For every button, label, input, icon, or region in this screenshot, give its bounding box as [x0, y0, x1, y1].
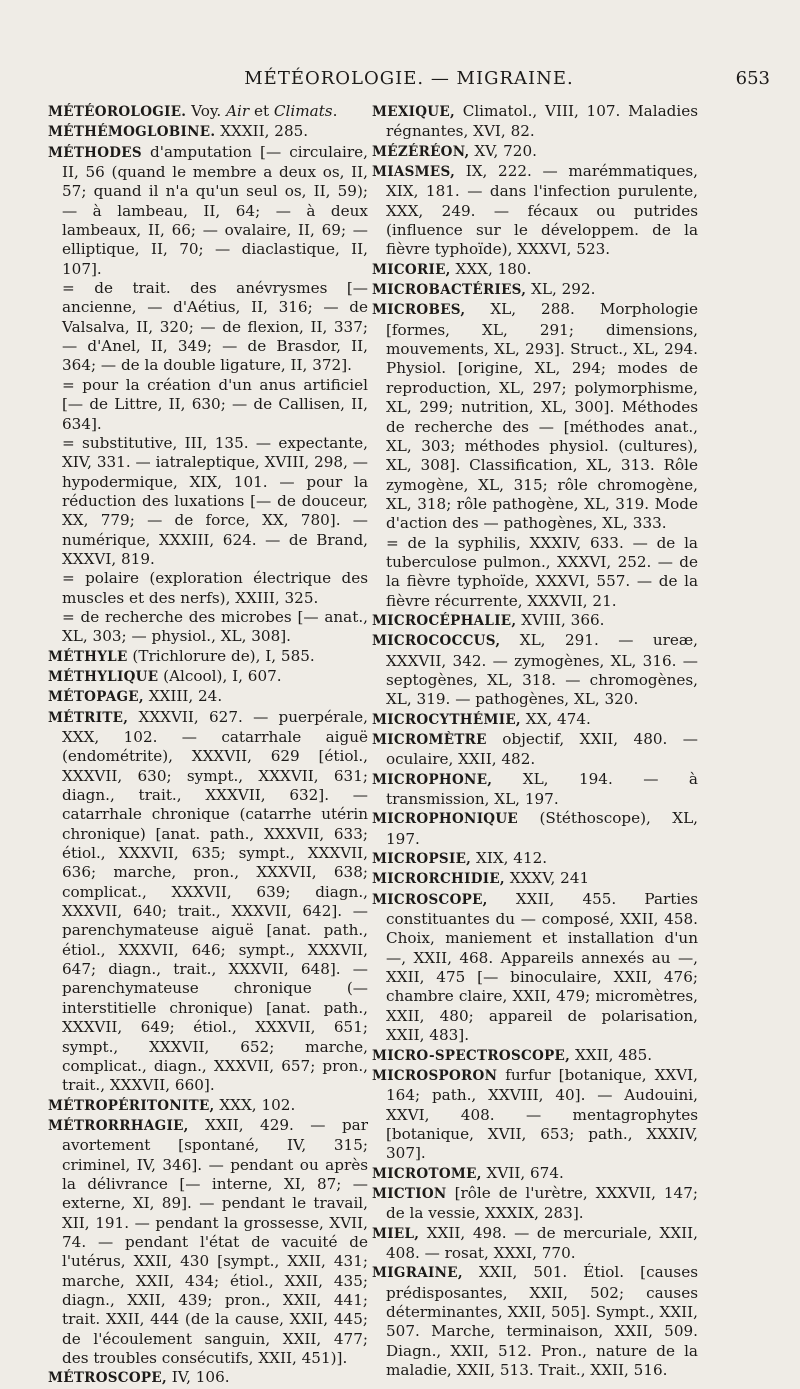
- entry-headword: MIGRAINE,: [372, 1265, 463, 1282]
- entry-headword: MÉTHYLE: [48, 648, 128, 665]
- entry-text: XXXV, 241: [504, 869, 590, 888]
- entry-text: = de la syphilis, XXXIV, 633. — de la tuberculose pulmon., XXXVI, 252. — de la fièvre typhoïde, XXXVI, 557. — de la fièvre récurrente, XXXVII, 21.: [386, 533, 698, 610]
- entry-text: = de recherche des microbes [— anat., XL, 303; — physiol., XL, 308].: [62, 607, 368, 646]
- index-entry: [48, 647, 368, 667]
- entry-headword: MÉTOPAGE,: [48, 689, 144, 706]
- index-entry: [372, 1164, 698, 1184]
- entry-text: XL, 288. Morphologie [formes, XL, 291; dimensions, mouvements, XL, 293]. Struct., XL, 294. Physiol. [origine, XL, 294; modes de reproduction, XL, 297; polymorphisme, XL, 299; nutrition, XL, 300]. Méthodes de recherche des — [méthodes anat., XL, 303; méthodes physiol. (cultures), XL, 308]. Classification, XL, 313. Rôle zymogène, XL, 315; rôle chromogène, XL, 318; rôle pathogène, XL, 319. Mode d'action des — pathogènes, XL, 333.: [386, 300, 698, 533]
- index-entry: [48, 279, 368, 376]
- entry-headword: MÉTHYLIQUE: [48, 668, 159, 685]
- entry-headword: MÉTHÉMOGLOBINE.: [48, 124, 216, 141]
- entry-headword: MICROCYTHÉMIE,: [372, 711, 521, 728]
- entry-headword: MICROTOME,: [372, 1165, 482, 1182]
- entry-text: IX, 222. — marémmatiques, XIX, 181. — dans l'infection purulente, XXX, 249. — fécaux ou putrides (influence sur le développem. de la fièvre typhoïde), XXXVI, 523.: [386, 162, 698, 259]
- entry-text: XL, 291. — ureæ, XXXVII, 342. — zymogènes, XL, 316. — septogènes, XL, 318. — chromogènes, XL, 319. — pathogènes, XL, 320.: [386, 631, 698, 709]
- entry-headword: MÉTROSCOPE,: [48, 1370, 167, 1387]
- index-entry: [372, 1263, 698, 1380]
- entry-text: d'amputation [— circulaire, II, 56 (quand le membre a deux os, II, 57; quand il n'a qu'un seul os, II, 59); — à lambeau, II, 64; — à deux lambeaux, II, 66; — ovalaire, II, 69; — elliptique, II, 70; — diaclastique, II, 107].: [62, 142, 368, 278]
- entry-headword: MÉTÉOROLOGIE.: [48, 104, 187, 120]
- index-entry: [372, 809, 698, 849]
- entry-text: furfur [botanique, XXVI, 164; path., XXVIII, 40]. — Audouini, XXVI, 408. — mentagrophytes [botanique, XVII, 653; path., XXXIV, 307].: [386, 1065, 698, 1163]
- entry-headword: MICROBES,: [372, 302, 466, 319]
- index-entry: [372, 142, 698, 162]
- entry-text: XX, 474.: [520, 709, 591, 728]
- index-entry: [48, 687, 368, 707]
- entry-text: XXXVII, 627. — puerpérale, XXX, 102. — catarrhale aiguë (endométrite), XXXVII, 629 [étiol., XXXVII, 630; sympt., XXXVII, 631; diagn., trait., XXXVII, 632]. — catarrhale chronique (catarrhe utérin chronique) [anat. path., XXXVII, 633; étiol., XXXVII, 635; sympt., XXXVII, 636; marche, pron., XXXVII, 638; complicat., XXXVII, 639; diagn., XXXVII, 640; trait., XXXVII, 642]. — parenchymateuse aiguë [anat. path., étiol., XXXVII, 646; sympt., XXXVII, 647; diagn., trait., XXXVII, 648]. — parenchymateuse chronique (— interstitielle chronique) [anat. path., XXXVII, 649; étiol., XXXVII, 651; sympt., XXXVII, 652; marche, complicat., diagn., XXXVII, 657; pron., trait., XXXVII, 660].: [62, 707, 368, 1095]
- entry-text: Climatol., VIII, 107. Maladies régnantes, XVI, 82.: [386, 102, 698, 141]
- entry-mid: et: [249, 102, 274, 120]
- entry-headword: MICTION: [372, 1185, 447, 1202]
- entry-headword: MICROCÉPHALIE,: [372, 612, 517, 629]
- entry-text: XXII, 485.: [570, 1045, 653, 1064]
- entry-text: = de trait. des anévrysmes [— ancienne, — d'Aétius, II, 316; — de Valsalva, II, 320; — de flexion, II, 337; — d'Anel, II, 349; — de Brasdor, II, 364; — de la double ligature, II, 372].: [62, 279, 368, 375]
- index-entry: [372, 710, 698, 730]
- entry-text: (Stéthoscope), XL, 197.: [386, 809, 698, 848]
- entry-text: objectif, XXII, 480. — oculaire, XXII, 482.: [386, 730, 698, 769]
- running-header: [48, 68, 770, 98]
- entry-text: XXII, 429. — par avortement [spontané, IV, 315; criminel, IV, 346]. — pendant ou après la délivrance [— interne, XI, 87; — externe, XI, 89]. — pendant le travail, XII, 191. — pendant la grossesse, XVII, 74. — pendant l'état de vacuité de l'utérus, XXII, 430 [sympt., XXII, 431; marche, XXII, 434; étiol., XXII, 435; diagn., XXII, 439; pron., XXII, 441; trait. XXII, 444 (de la cause, XXII, 445; de l'écoulement sanguin, XXII, 477; des troubles consécutifs, XXII, 451)].: [62, 1115, 368, 1367]
- index-entry: [48, 122, 368, 142]
- index-entry: [372, 1184, 698, 1224]
- entry-headword: MÉTRORRHAGIE,: [48, 1117, 189, 1134]
- entry-headword: MIASMES,: [372, 164, 456, 181]
- index-entry: [372, 534, 698, 611]
- index-entry: [372, 890, 698, 1046]
- entry-end: .: [332, 102, 338, 120]
- index-entry: [48, 667, 368, 687]
- index-entry: [372, 1066, 698, 1164]
- entry-text: XXII, 498. — de mercuriale, XXII, 408. — rosat, XXXI, 770.: [386, 1223, 698, 1262]
- entry-headword: MICORIE,: [372, 261, 451, 278]
- index-entry: [372, 611, 698, 631]
- index-entry: [48, 102, 368, 122]
- left-column: [48, 102, 368, 1389]
- index-entry: [48, 569, 368, 608]
- entry-headword: MÉTROPÉRITONITE,: [48, 1097, 215, 1114]
- entry-text: [rôle de l'urètre, XXXVII, 147; de la vessie, XXXIX, 283].: [386, 1183, 698, 1223]
- entry-text: XXII, 501. Étiol. [causes prédisposantes, XXII, 502; causes déterminantes, XXII, 505]. Sympt., XXII, 507. Marche, terminaison, XXII, 509. Diagn., XXII, 512. Pron., nature de la maladie, XXII, 513. Trait., XXII, 516.: [386, 1263, 698, 1379]
- entry-headword: MÉTHODES: [48, 144, 142, 161]
- index-entry: [372, 162, 698, 260]
- entry-text: XXX, 102.: [214, 1095, 296, 1114]
- entry-headword: MICROMÈTRE: [372, 732, 487, 748]
- entry-text: XL, 194. — à transmission, XL, 197.: [386, 769, 698, 809]
- entry-headword: MÉTRITE,: [48, 709, 129, 726]
- index-entry: [48, 143, 368, 279]
- right-column: [372, 102, 698, 1380]
- index-entry: [372, 300, 698, 533]
- entry-text: IV, 106.: [166, 1368, 230, 1387]
- index-entry: [48, 434, 368, 569]
- index-entry: [372, 869, 698, 889]
- entry-headword: MICROBACTÉRIES,: [372, 282, 527, 299]
- entry-headword: MICROCOCCUS,: [372, 633, 501, 650]
- entry-it1: Air: [226, 102, 250, 120]
- index-entry: [372, 280, 698, 300]
- entry-headword: MICRORCHIDIE,: [372, 871, 505, 888]
- entry-text: (Alcool), I, 607.: [158, 666, 282, 685]
- entry-text: = pour la création d'un anus artificiel [— de Littre, II, 630; — de Callisen, II, 634].: [62, 375, 368, 433]
- entry-headword: MEXIQUE,: [372, 104, 455, 120]
- index-entry: [48, 376, 368, 434]
- entry-text: XVIII, 366.: [516, 610, 605, 629]
- entry-text: Voy.: [186, 102, 227, 120]
- entry-text: XV, 720.: [469, 141, 537, 160]
- entry-it2: Climats: [273, 102, 333, 120]
- entry-headword: MICROSPORON: [372, 1067, 498, 1084]
- index-entry: [372, 631, 698, 709]
- entry-text: XXX, 180.: [450, 259, 532, 278]
- entry-text: = substitutive, III, 135. — expectante, XIV, 331. — iatraleptique, XVIII, 298, — hypodermique, XIX, 101. — pour la réduction des luxations [— de douceur, XX, 779; — de force, XX, 780]. — numérique, XXXIII, 624. — de Brand, XXXVI, 819.: [62, 433, 368, 568]
- entry-headword: MIEL,: [372, 1225, 420, 1242]
- index-entry: [372, 730, 698, 770]
- entry-text: XXIII, 24.: [143, 687, 223, 706]
- index-entry: [372, 770, 698, 810]
- entry-headword: MICROPHONE,: [372, 771, 493, 788]
- entry-headword: MÉZÉRÉON,: [372, 143, 470, 160]
- page-number: 653: [735, 68, 770, 89]
- entry-headword: MICROPHONIQUE: [372, 811, 519, 828]
- entry-text: XL, 292.: [526, 280, 596, 299]
- index-entry: [372, 849, 698, 869]
- entry-headword: MICROPSIE,: [372, 851, 472, 868]
- entry-text: (Trichlorure de), I, 585.: [127, 646, 315, 665]
- entry-headword: MICROSCOPE,: [372, 891, 488, 908]
- index-entry: [48, 708, 368, 1096]
- entry-text: XIX, 412.: [471, 849, 548, 868]
- entry-text: = polaire (exploration électrique des muscles et des nerfs), XXIII, 325.: [62, 569, 368, 607]
- entry-text: XVII, 674.: [481, 1163, 564, 1182]
- index-entry: [372, 1046, 698, 1066]
- index-entry: [48, 1096, 368, 1116]
- entry-headword: MICRO-SPECTROSCOPE,: [372, 1047, 571, 1064]
- header-title: MÉTÉOROLOGIE. — MIGRAINE.: [244, 68, 574, 89]
- index-entry: [372, 102, 698, 142]
- index-entry: [48, 608, 368, 647]
- index-entry: [372, 1224, 698, 1264]
- index-entry: [48, 1368, 368, 1388]
- index-entry: [372, 260, 698, 280]
- index-entry: [48, 1116, 368, 1368]
- entry-text: XXII, 455. Parties constituantes du — composé, XXII, 458. Choix, maniement et installation d'un —, XXII, 468. Appareils annexés au —, XXII, 475 [— binoculaire, XXII, 476; chambre claire, XXII, 479; micromètres, XXII, 480; appareil de polarisation, XXII, 483].: [386, 889, 698, 1045]
- entry-text: XXXII, 285.: [215, 122, 309, 141]
